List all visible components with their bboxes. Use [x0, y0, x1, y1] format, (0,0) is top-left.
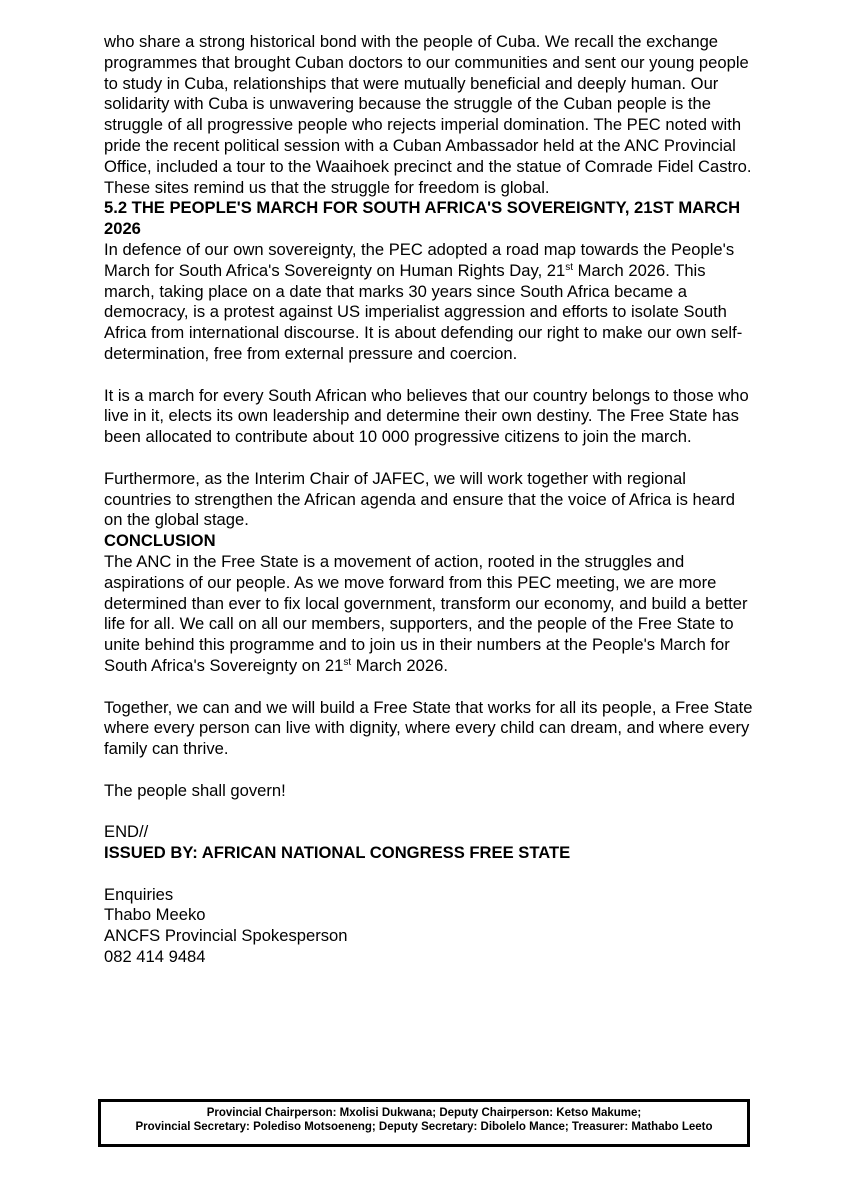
intro-paragraph: who share a strong historical bond with the people of Cuba. We recall the exchange programmes that brought Cuban doctors to our communities and sent our young people to study in Cuba, relationships that were mutually beneficial and deeply human. Our solidarity with Cuba is unwavering because the struggle of the Cuban people is the struggle of all progressive people who rejects imperial domination. The PEC noted with pride the recent political session with a Cuban Ambassador held at the ANC Provincial Office, included a tour to the Waaihoek precinct and the statue of Comrade Fidel Castro. These sites remind us that the struggle for freedom is global.: [104, 32, 752, 197]
section-5-2-p1-text-after: March 2026. This march, taking place on a date that marks 30 years since South Africa became a democracy, is a protest against US imperialist aggression and efforts to isolate South Africa from international discourse. It is about defending our right to make our own self-determination, free from external pressure and coercion.: [104, 260, 743, 363]
section-5-2-paragraph-3: Furthermore, as the Interim Chair of JAFEC, we will work together with regional countries to strengthen the African agenda and ensure that the voice of Africa is heard on the global stage.: [104, 468, 735, 530]
slogan: The people shall govern!: [104, 780, 286, 800]
spokesperson-phone: 082 414 9484: [104, 947, 206, 967]
conclusion-heading: CONCLUSION: [104, 531, 216, 551]
conclusion-p1-text-after: March 2026.: [351, 655, 448, 675]
document-body: [104, 32, 754, 968]
section-5-2-heading: 5.2 THE PEOPLE'S MARCH FOR SOUTH AFRICA'S SOVEREIGNTY, 21ST MARCH 2026: [104, 198, 741, 239]
conclusion-paragraph-2: Together, we can and we will build a Free State that works for all its people, a Free State where every person can live with dignity, where every child can dream, and where every family can thrive.: [104, 697, 753, 759]
conclusion-p1-text-before: The ANC in the Free State is a movement of action, rooted in the struggles and aspirations of our people. As we move forward from this PEC meeting, we are more determined than ever to fix local government, transform our economy, and build a better life for all. We call on all our members, supporters, and the people of the Free State to unite behind this programme and to join us in their numbers at the People's March for South Africa's Sovereignty on 21: [104, 551, 748, 675]
enquiries-label: Enquiries: [104, 884, 174, 904]
section-5-2-paragraph-2: It is a march for every South African who believes that our country belongs to those who live in it, elects its own leadership and determine their own destiny. The Free State has been allocated to contribute about 10 000 progressive citizens to join the march.: [104, 385, 749, 447]
spokesperson-name: Thabo Meeko: [104, 905, 206, 925]
section-5-2-p1-ordinal: st: [565, 261, 574, 273]
footer-line-2: Provincial Secretary: Polediso Motsoeneng; Deputy Secretary: Dibolelo Mance; Treasurer: Mathabo Leeto: [135, 1121, 713, 1133]
section-5-2-p1-text-before: In defence of our own sovereignty, the PEC adopted a road map towards the People's March for South Africa's Sovereignty on Human Rights Day, 21: [104, 239, 735, 280]
footer-line-1: Provincial Chairperson: Mxolisi Dukwana; Deputy Chairperson: Ketso Makume;: [206, 1107, 642, 1119]
issued-by: ISSUED BY: AFRICAN NATIONAL CONGRESS FREE STATE: [104, 843, 571, 863]
spokesperson-title: ANCFS Provincial Spokesperson: [104, 926, 348, 946]
conclusion-paragraph-1: [104, 552, 754, 677]
section-5-2-paragraph-1: [104, 240, 754, 365]
end-marker: END//: [104, 822, 149, 842]
office-bearers-footer: [98, 1099, 750, 1147]
conclusion-p1-ordinal: st: [343, 656, 352, 668]
